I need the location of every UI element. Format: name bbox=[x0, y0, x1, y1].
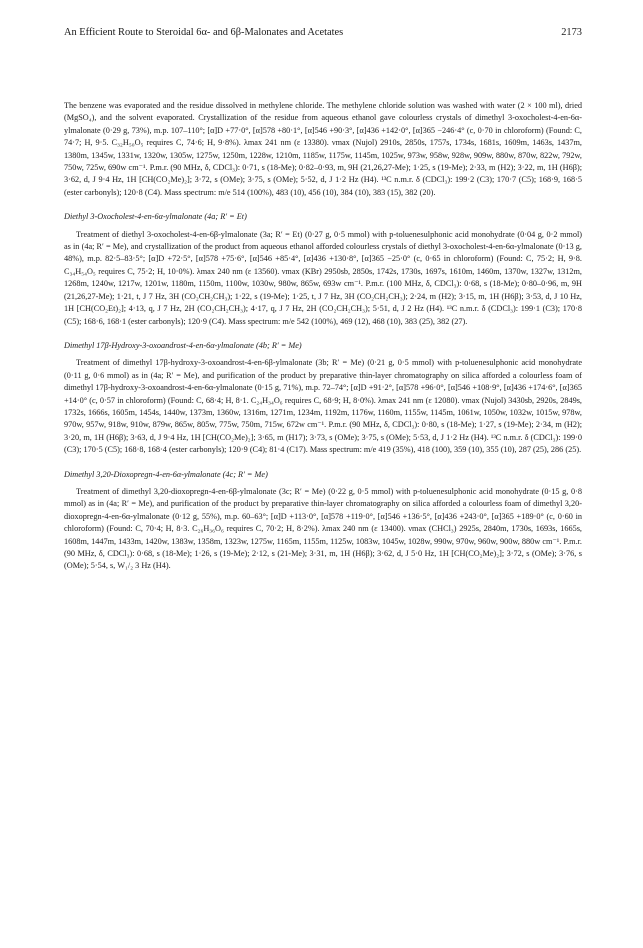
intro-paragraph: The benzene was evaporated and the residue dissolved in methylene chloride. The methylene chloride solution was washed with water (2 × 100 ml), dried (MgSO₄), and the solvent evaporated. Crystallization of the residue from aqueous ethanol gave colourless crystals of dimethyl 3-oxocholest-4-en-6α-ylmalonate (0·29 g, 73%), m.p. 107–110°; [α]D +77·0°, [α]578 +80·1°, [α]546 +90·3°, [α]436 +142·0°, [α]365 −246·4° (c, 0·70 in chloroform) (Found: C, 74·7; H, 9·5. C₃₂H₅₀O₅ requires C, 74·6; H, 9·8%). λmax 241 nm (ε 13380). νmax (Nujol) 2910s, 2850s, 1757s, 1734s, 1681s, 1609m, 1463s, 1437m, 1380m, 1345w, 1331w, 1320w, 1305w, 1275w, 1250m, 1228w, 1210m, 1185w, 1175w, 1145m, 1025w, 973w, 958w, 928w, 909w, 880w, 870w, 822w, 792w, 750w, 725w, 690w cm⁻¹. P.m.r. (90 MHz, δ, CDCl₃): 0·71, s (18-Me); 0·82–0·93, m, 9H (21,26,27-Me); 1·25, s (19-Me); 2·33, m (H2); 3·22, m, 1H (H6β); 3·62, d, J 9·4 Hz, 1H [CH(CO₂Me)₂]; 3·72, s (OMe); 3·75, s (OMe); 5·52, d, J 1·2 Hz (H4). ¹³C n.m.r. δ (CDCl₃): 199·2 (C3); 170·7 (C5); 168·9, 168·5 (ester carbonyls); 120·8 (C4). Mass spectrum: m/e 514 (100%), 483 (10), 456 (10), 384 (10), 383 (15), 382 (20). bbox=[64, 101, 582, 197]
page-number: 2173 bbox=[561, 27, 582, 38]
section-heading: Dimethyl 3,20-Dioxopregn-4-en-6α-ylmalonate (4c; R′ = Me) bbox=[64, 469, 268, 479]
section-paragraph: Treatment of diethyl 3-oxocholest-4-en-6β-ylmalonate (3a; R′ = Et) (0·27 g, 0·5 mmol) with p-toluenesulphonic acid monohydrate (0·04 g, 0·2 mmol) as in (4a; R′ = Me), and crystallization of the product from aqueous ethanol afforded colourless crystals of diethyl 3-oxocholest-4-en-6α-ylmalonate (0·13 g, 48%), m.p. 82·5–83·5°; [α]D +72·5°, [α]578 +75·6°, [α]546 +85·4°, [α]436 +130·8°, [α]365 −25·0° (c, 0·65 in chloroform) (Found: C, 75·2; H, 9·8. C₃₄H₅₄O₅ requires C, 75·2; H, 10·0%). λmax 240 nm (ε 13560). νmax (KBr) 2950sb, 2850s, 1742s, 1730s, 1697s, 1610m, 1460m, 1370w, 1327w, 1312m, 1268m, 1240w, 1217w, 1201w, 1180m, 1150m, 1100w, 1030w, 980w, 865w, 693w cm⁻¹. P.m.r. (100 MHz, δ, CDCl₃): 0·68, s (18-Me); 0·80–0·96, m, 9H (21,26,27-Me); 1·21, t, J 7 Hz, 3H (CO₂CH₂CH₃); 1·22, s (19-Me); 1·25, t, J 7 Hz, 3H (CO₂CH₂CH₃); 2·24, m (H2); 3·15, m, 1H (H6β); 3·53, d, J 10 Hz, 1H [CH(CO₂Et)₂]; 4·13, q, J 7 Hz, 2H (CO₂CH₂CH₃); 4·17, q, J 7 Hz, 2H (CO₂CH₂CH₃); 5·51, d, J 2 Hz (H4). ¹³C n.m.r. δ (CDCl₃): 199·1 (C3); 170·8 (C5); 168·6, 168·1 (ester carbonyls); 120·9 (C4). Mass spectrum: m/e 542 (100%), 469 (12), 468 (10), 383 (25), 382 (27). bbox=[64, 229, 582, 326]
section-paragraph: Treatment of dimethyl 3,20-dioxopregn-4-en-6β-ylmalonate (3c; R′ = Me) (0·22 g, 0·5 mmol) with p-toluenesulphonic acid monohydrate (0·15 g, 0·8 mmol) as in (4a; R′ = Me), and purification of the product by preparative thin-layer chromatography on silica afforded a colourless foam of dimethyl 3,20-dioxopregn-4-en-6α-ylmalonate (0·12 g, 55%), m.p. 60–63°; [α]D +113·0°, [α]578 +119·0°, [α]546 +136·5°, [α]436 +243·0°, [α]365 +189·0° (c, 0·60 in chloroform) (Found: C, 70·4; H, 8·3. C₂₆H₃₆O₆ requires C, 70·2; H, 8·2%). λmax 240 nm (ε 13400). νmax (CHCl₃) 2925s, 2840m, 1730s, 1693s, 1665s, 1608m, 1447m, 1433m, 1420w, 1383w, 1358m, 1323w, 1275w, 1165m, 1155m, 1125w, 1083w, 1045w, 1028w, 990w, 970w, 960w, 900w, 880w cm⁻¹. P.m.r. (90 MHz, δ, CDCl₃): 0·68, s (18-Me); 1·26, s (19-Me); 2·12, s (21-Me); 3·31, m, 1H (H6β); 3·62, d, J 5·0 Hz, 1H [CH(CO₂Me)₂]; 3·72, s (OMe); 3·76, s (OMe); 5·54, s, W₁/₂ 3 Hz (H4). bbox=[64, 486, 582, 571]
article-body bbox=[64, 100, 582, 573]
section-heading: Diethyl 3-Oxocholest-4-en-6α-ylmalonate (4a; R′ = Et) bbox=[64, 212, 247, 222]
section-paragraph: Treatment of dimethyl 17β-hydroxy-3-oxoandrost-4-en-6β-ylmalonate (3b; R′ = Me) (0·21 g, 0·5 mmol) with p-toluenesulphonic acid monohydrate (0·11 g, 0·6 mmol) as in (4a; R′ = Me), and purification of the product by preparative thin-layer chromatography on silica afforded a colourless foam of dimethyl 17β-hydroxy-3-oxoandrost-4-en-6α-ylmalonate (0·15 g, 71%), m.p. 72–74°; [α]D +91·2°, [α]578 +96·0°, [α]546 +108·9°, [α]436 +174·6°, [α]365 +14·0° (c, 0·57 in chloroform) (Found: C, 68·4; H, 8·1. C₂₄H₃₄O₆ requires C, 68·9; H, 8·0%). λmax 241 nm (ε 12080). νmax (Nujol) 3430sb, 2920s, 2849s, 1732s, 1666s, 1605m, 1454s, 1440w, 1373m, 1360w, 1316m, 1271m, 1234m, 1192m, 1176w, 1160m, 1155w, 1145m, 1061w, 1050w, 1032w, 1015w, 978w, 970w, 957w, 918w, 910w, 879w, 865w, 805w, 775w, 750m, 715w, 672w cm⁻¹. P.m.r. (90 MHz, δ, CDCl₃): 0·80, s (18-Me); 1·27, s (19-Me); 2·34, m (H2); 3·20, m, 1H (H6β); 3·63, d, J 9·4 Hz, 1H [CH(CO₂Me)₂]; 3·65, m (H17); 3·73, s (OMe); 3·75, s (OMe); 5·53, d, J 1·2 Hz (H4). ¹³C n.m.r. δ (CDCl₃): 199·0 (C3); 170·5 (C5); 168·8, 168·4 (ester carbonyls); 120·9 (C4); 81·4 (C17). Mass spectrum: m/e 419 (35%), 418 (100), 359 (10), 355 (10), 287 (25), 286 (25). bbox=[64, 358, 582, 455]
section-heading: Dimethyl 17β-Hydroxy-3-oxoandrost-4-en-6α-ylmalonate (4b; R′ = Me) bbox=[64, 340, 302, 350]
section-dimethyl-hydroxy-oxoandrostenyl bbox=[64, 340, 582, 457]
running-header bbox=[64, 26, 582, 40]
section-dimethyl-dioxopregnenyl bbox=[64, 469, 582, 573]
running-title: An Efficient Route to Steroidal 6α- and 6β-Malonates and Acetates bbox=[64, 27, 344, 38]
section-diethyl-oxocholestenyl bbox=[64, 211, 582, 328]
